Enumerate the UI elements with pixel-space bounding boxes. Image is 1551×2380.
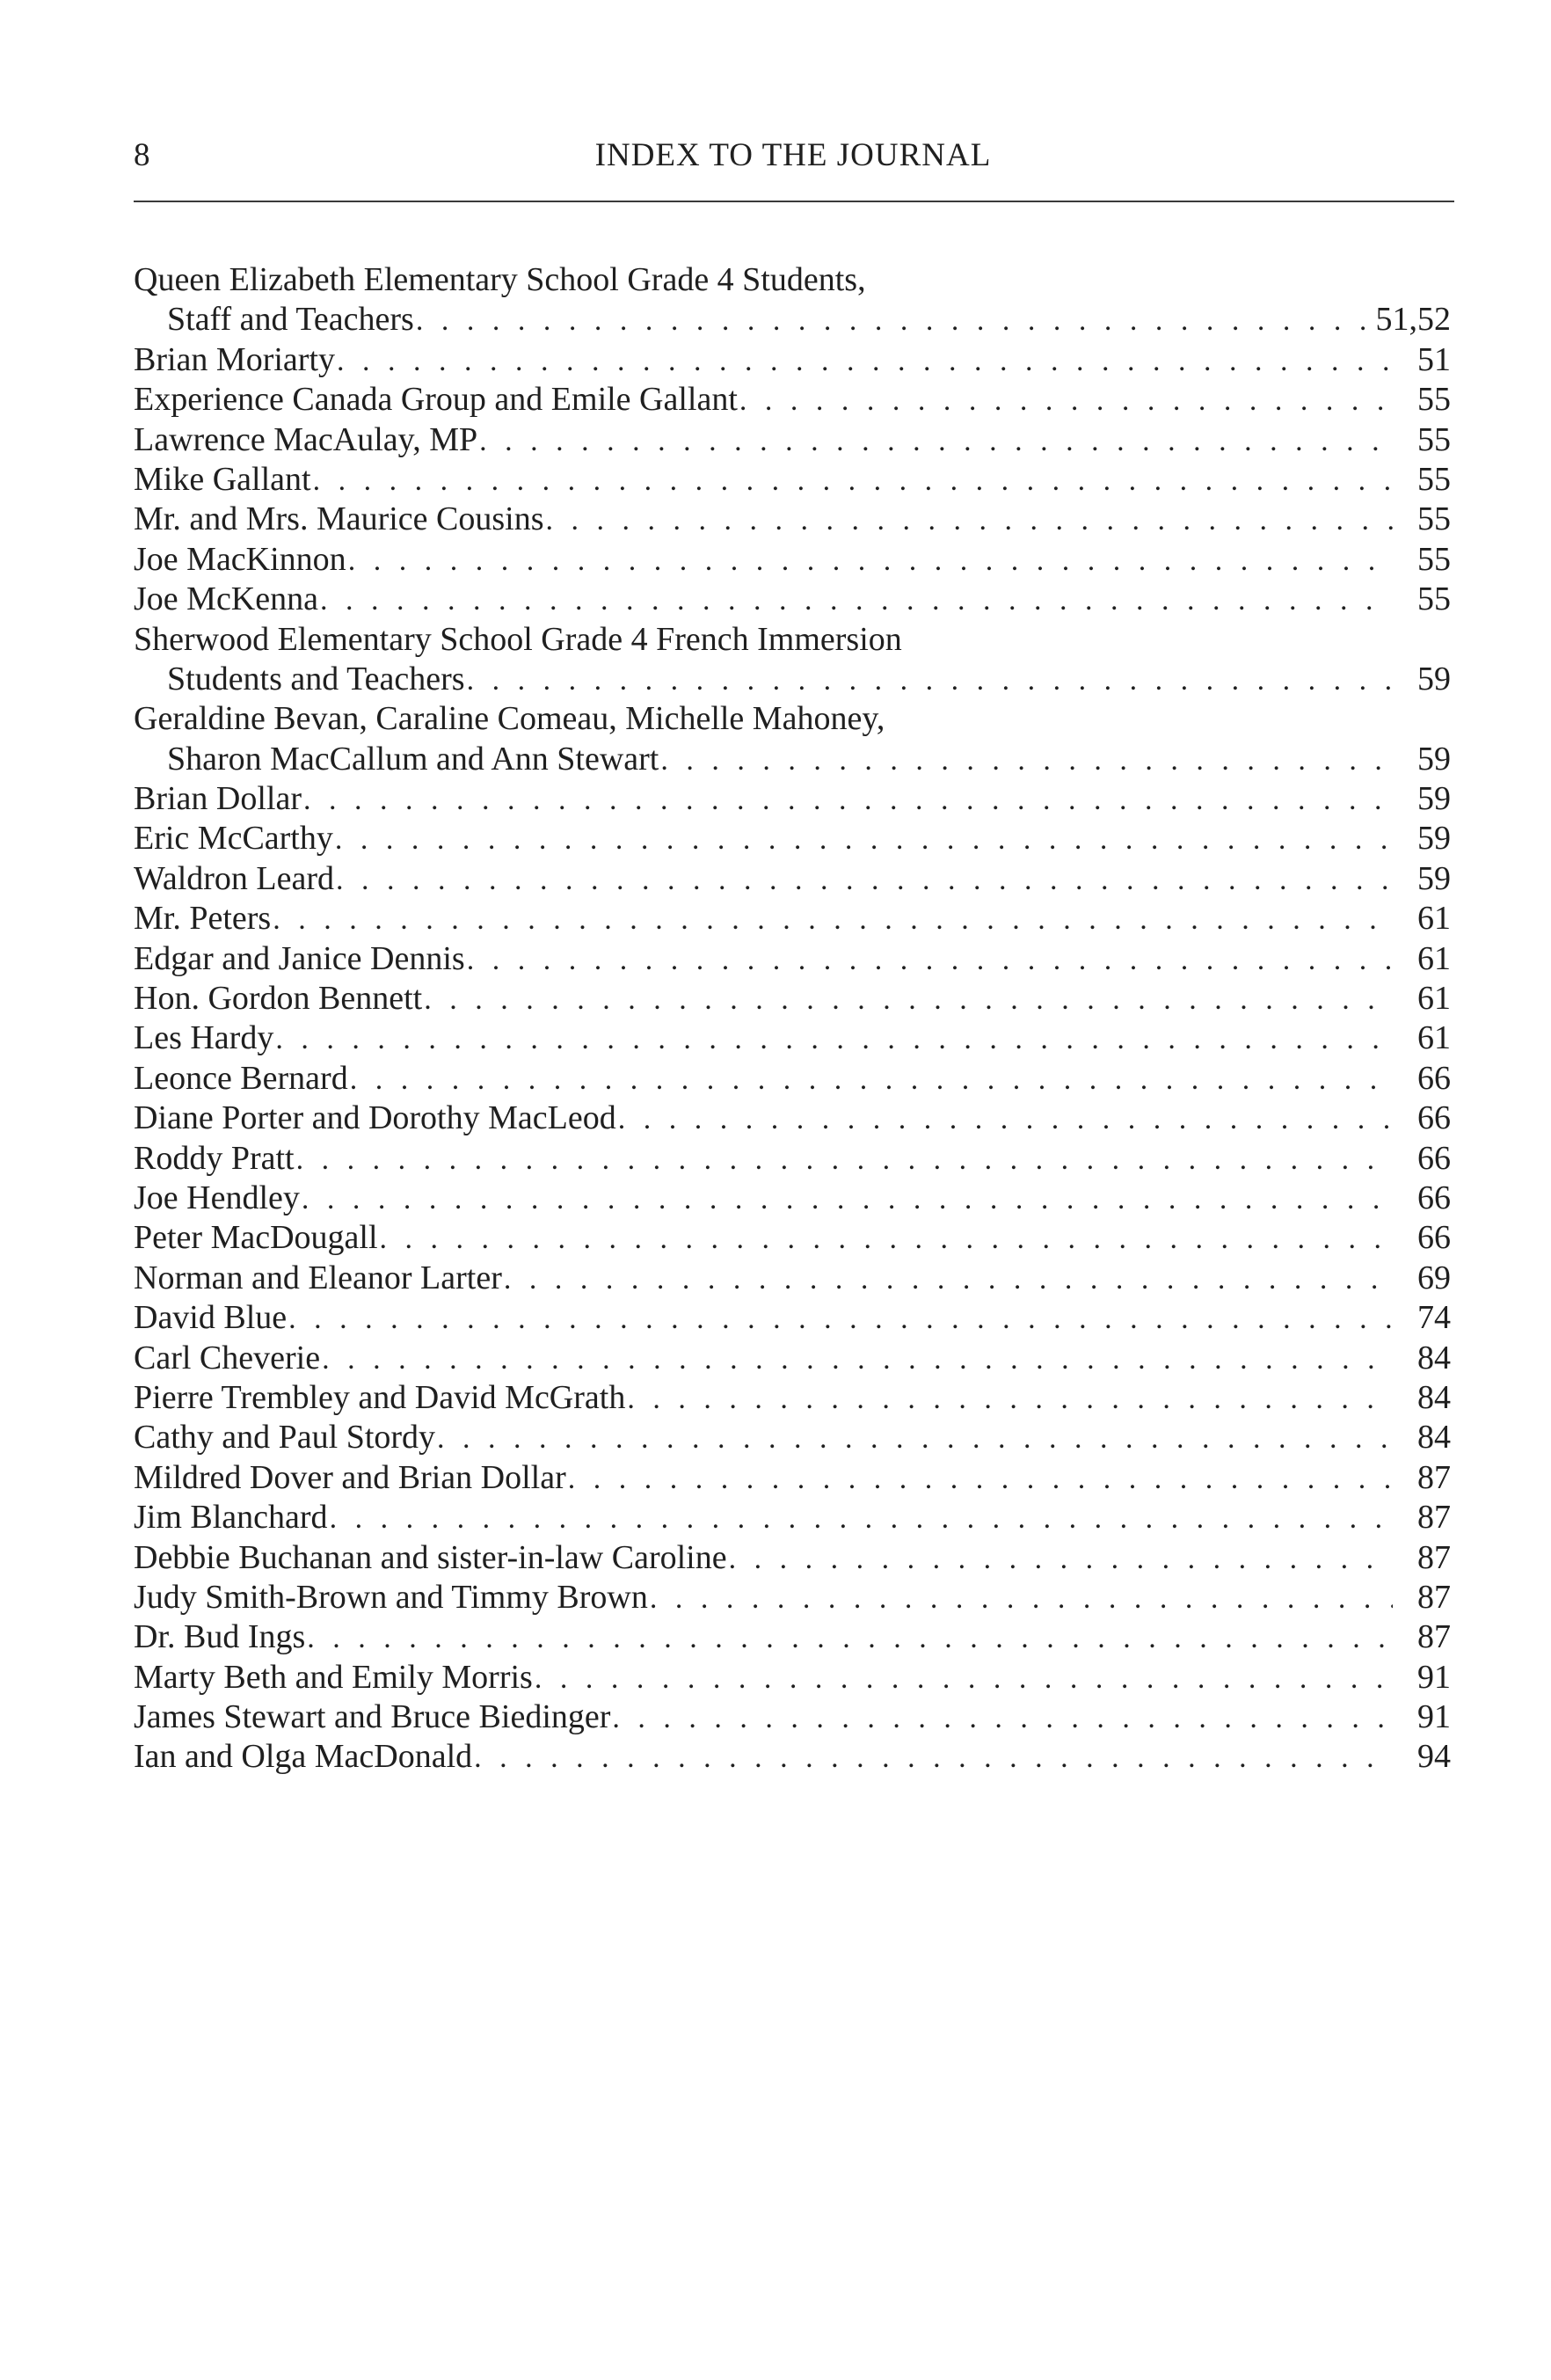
page-reference: 91 [1417,1698,1451,1736]
entry-name: Joe Hendley [134,1179,300,1216]
index-entry [134,1259,1454,1298]
entry-line-with-page [134,1298,1454,1338]
entry-line-with-page [134,779,1454,819]
entry-name: Waldron Leard [134,859,334,897]
index-entry [134,1339,1454,1378]
entry-line-with-page [134,1737,1454,1777]
dot-leader [313,461,1393,500]
entry-name: Joe MacKinnon [134,540,346,578]
page-reference: 66 [1417,1139,1451,1177]
entry-line-with-page [134,580,1454,619]
index-entry [134,1018,1454,1058]
index-entry [134,859,1454,899]
index-entry [134,979,1454,1018]
entry-line-with-page [134,939,1454,979]
dot-leader [320,580,1393,619]
dot-leader [416,301,1371,339]
entry-line-with-page [134,1658,1454,1697]
page-reference: 94 [1417,1738,1451,1776]
entry-name: Hon. Gordon Bennett [134,980,423,1018]
page-reference: 91 [1417,1658,1451,1696]
page-reference: 66 [1417,1219,1451,1257]
entry-line-with-page [134,1179,1454,1218]
entry-line-with-page [134,1339,1454,1378]
page-reference: 51 [1417,340,1451,378]
dot-leader [467,661,1393,699]
page-reference: 61 [1417,900,1451,938]
page-reference: 87 [1417,1578,1451,1616]
entry-name: Sharon MacCallum and Ann Stewart [167,740,659,778]
running-title: INDEX TO THE JOURNAL [594,137,992,173]
entry-name: Mr. and Mrs. Maurice Cousins [134,500,544,538]
page-reference: 61 [1417,980,1451,1018]
dot-leader [288,1299,1393,1338]
index-entry [134,1538,1454,1578]
page-reference: 69 [1417,1259,1451,1296]
index-entry [134,1617,1454,1657]
index-entry [134,460,1454,500]
page-reference: 55 [1417,580,1451,618]
index-entry [134,260,1454,340]
dot-leader [739,381,1393,420]
page-reference: 66 [1417,1179,1451,1216]
entry-line-with-page [134,1139,1454,1179]
page-reference: 84 [1417,1419,1451,1456]
dot-leader [546,500,1393,539]
page-number: 8 [134,137,150,173]
entry-line-with-page [134,1018,1454,1058]
entry-name: Jim Blanchard [134,1499,328,1537]
index-entry [134,1418,1454,1457]
entry-name: James Stewart and Bruce Biedinger [134,1698,611,1736]
page-reference: 55 [1417,460,1451,498]
entry-line [134,260,1454,300]
index-entry [134,420,1454,460]
index-entry [134,1378,1454,1418]
dot-leader [627,1379,1393,1418]
dot-leader [424,980,1393,1018]
dot-leader [337,341,1393,380]
index-entry [134,620,1454,700]
page-reference: 66 [1417,1059,1451,1097]
dot-leader [307,1618,1393,1657]
page-reference: 59 [1417,859,1451,897]
entry-line-with-page [134,1378,1454,1418]
dot-leader [479,421,1393,460]
dot-leader [273,900,1393,938]
page-reference: 84 [1417,1339,1451,1376]
index-entry [134,779,1454,819]
entry-name: Mildred Dover and Brian Dollar [134,1458,566,1496]
entry-line-with-page [134,1218,1454,1258]
entry-name: Joe McKenna [134,580,318,618]
entry-name: Leonce Bernard [134,1059,348,1097]
entry-name: Brian Moriarty [134,340,336,378]
dot-leader [350,1060,1393,1099]
page-reference: 87 [1417,1499,1451,1537]
index-entry [134,899,1454,938]
entry-line [134,699,1454,739]
entry-name: Mr. Peters [134,900,272,938]
index-entry [134,580,1454,619]
dot-leader [650,1579,1393,1617]
index-entries [134,260,1454,1778]
entry-name: Experience Canada Group and Emile Gallant [134,381,738,419]
dot-leader [504,1259,1393,1298]
dot-leader [335,820,1393,858]
entry-line-with-page [134,740,1454,779]
entry-name: David Blue [134,1299,288,1337]
dot-leader [275,1019,1393,1058]
dot-leader [568,1459,1393,1498]
entry-line-with-page [134,1259,1454,1298]
dot-leader [437,1419,1393,1457]
page-reference: 87 [1417,1618,1451,1656]
dot-leader [296,1140,1393,1179]
dot-leader [322,1340,1393,1378]
page-reference: 59 [1417,820,1451,858]
index-entry [134,340,1454,380]
dot-leader [303,780,1393,819]
entry-line-with-page [134,979,1454,1018]
entry-line-with-page [134,660,1454,699]
entry-name: Sherwood Elementary School Grade 4 French Immersion [134,620,902,658]
dot-leader [380,1219,1393,1258]
index-entry [134,1578,1454,1617]
index-entry [134,380,1454,420]
entry-line-with-page [134,899,1454,938]
index-entry [134,1179,1454,1218]
dot-leader [302,1179,1393,1218]
index-entry [134,699,1454,779]
page-reference: 74 [1417,1299,1451,1337]
dot-leader [336,860,1393,899]
index-entry [134,819,1454,858]
entry-name: Edgar and Janice Dennis [134,939,465,977]
dot-leader [660,741,1393,779]
dot-leader [612,1698,1393,1737]
entry-name: Peter MacDougall [134,1219,378,1257]
entry-line-with-page [134,1538,1454,1578]
page-reference: 51,52 [1375,301,1451,339]
index-entry [134,500,1454,539]
page-reference: 84 [1417,1378,1451,1416]
entry-name: Dr. Bud Ings [134,1618,306,1656]
index-entry [134,1658,1454,1697]
entry-line-with-page [134,540,1454,580]
entry-name: Roddy Pratt [134,1139,295,1177]
page-reference: 59 [1417,740,1451,778]
entry-line-with-page [134,859,1454,899]
entry-line-with-page [134,1617,1454,1657]
entry-line-with-page [134,1498,1454,1537]
dot-leader [535,1659,1393,1697]
index-entry [134,1458,1454,1498]
dot-leader [618,1099,1393,1138]
page-reference: 55 [1417,540,1451,578]
entry-name: Les Hardy [134,1019,274,1057]
page-reference: 59 [1417,660,1451,697]
dot-leader [467,940,1393,979]
entry-line-with-page [134,500,1454,539]
entry-name: Staff and Teachers [167,301,414,339]
entry-name: Judy Smith-Brown and Timmy Brown [134,1578,648,1616]
index-entry [134,1218,1454,1258]
entry-name: Ian and Olga MacDonald [134,1738,473,1776]
entry-line-with-page [134,300,1454,339]
entry-line-with-page [134,1578,1454,1617]
page-reference: 61 [1417,939,1451,977]
entry-name: Norman and Eleanor Larter [134,1259,502,1296]
dot-leader [729,1539,1393,1578]
dot-leader [474,1738,1393,1777]
entry-name: Lawrence MacAulay, MP [134,420,478,458]
entry-name: Mike Gallant [134,460,311,498]
entry-line-with-page [134,1458,1454,1498]
index-entry [134,1737,1454,1777]
index-entry [134,1139,1454,1179]
entry-name: Pierre Trembley and David McGrath [134,1378,626,1416]
index-entry [134,1298,1454,1338]
entry-line-with-page [134,340,1454,380]
entry-line-with-page [134,819,1454,858]
entry-line-with-page [134,380,1454,420]
index-entry [134,1059,1454,1099]
index-entry [134,1697,1454,1737]
entry-name: Carl Cheverie [134,1339,321,1376]
entry-line-with-page [134,1099,1454,1138]
index-entry [134,1099,1454,1138]
dot-leader [348,541,1393,580]
page-reference: 59 [1417,780,1451,818]
entry-name: Students and Teachers [167,660,465,697]
entry-line-with-page [134,1418,1454,1457]
dot-leader [330,1499,1393,1537]
entry-name: Queen Elizabeth Elementary School Grade 4 Students, [134,261,866,298]
entry-name: Eric McCarthy [134,820,333,858]
entry-name: Debbie Buchanan and sister-in-law Caroline [134,1538,727,1576]
entry-line-with-page [134,1697,1454,1737]
entry-line [134,620,1454,660]
page-reference: 61 [1417,1019,1451,1057]
entry-line-with-page [134,420,1454,460]
index-entry [134,1498,1454,1537]
page-reference: 87 [1417,1538,1451,1576]
index-entry [134,939,1454,979]
page-reference: 66 [1417,1099,1451,1137]
index-entry [134,540,1454,580]
page-reference: 55 [1417,420,1451,458]
entry-line-with-page [134,1059,1454,1099]
entry-name: Marty Beth and Emily Morris [134,1658,533,1696]
page-reference: 87 [1417,1458,1451,1496]
entry-name: Cathy and Paul Stordy [134,1419,436,1456]
entry-name: Geraldine Bevan, Caraline Comeau, Michelle Mahoney, [134,700,885,738]
entry-line-with-page [134,460,1454,500]
entry-name: Diane Porter and Dorothy MacLeod [134,1099,616,1137]
entry-name: Brian Dollar [134,780,302,818]
header-rule [134,201,1454,202]
page-reference: 55 [1417,381,1451,419]
page-reference: 55 [1417,500,1451,538]
page-header [132,132,1454,179]
